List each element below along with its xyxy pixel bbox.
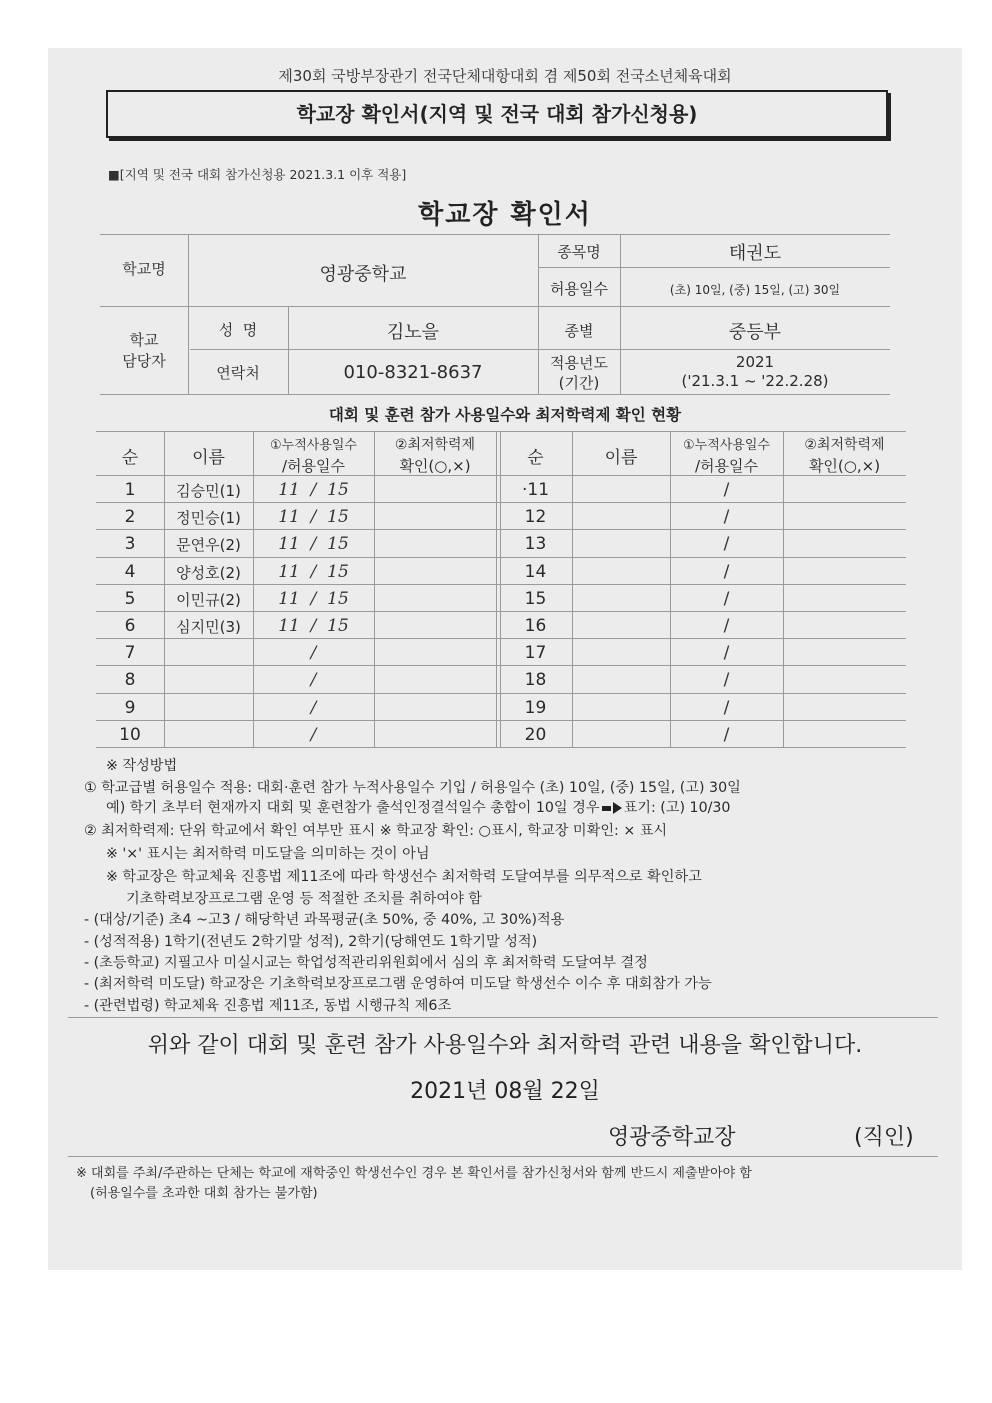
row-left-days: /	[310, 698, 317, 718]
signature-date: 2021년 08월 22일	[410, 1079, 600, 1104]
instruction-line-2	[106, 797, 730, 817]
header-days-left-1: ①누적사용일수	[269, 438, 357, 453]
header-days-left-2: /허용일수	[281, 457, 345, 475]
header-check-right-2: 확인(○,×)	[808, 457, 881, 475]
row-left-no: 5	[124, 589, 136, 609]
event-header: 제30회 국방부장관기 전국단체대항대회 겸 제50회 전국소년체육대회	[278, 67, 732, 85]
contact-label: 연락처	[216, 364, 260, 382]
row-left-no: 7	[124, 643, 136, 663]
row-left-days: /	[310, 643, 317, 663]
row-right-days: /	[723, 480, 730, 500]
application-note: ■[지역 및 전국 대회 참가신청용 2021.3.1 이후 적용]	[108, 167, 407, 182]
header-name-right: 이름	[604, 448, 638, 468]
instruction-line-8: - (성적적용) 1학기(전년도 2학기말 성적), 2학기(당해연도 1학기말 성적)	[84, 934, 538, 950]
row-left-days: 11 / 15	[278, 589, 349, 609]
row-left-name: 심지민(3)	[176, 618, 241, 636]
row-right-days: /	[723, 698, 730, 718]
row-left-days: 11 / 15	[278, 562, 349, 582]
row-left-no: 1	[124, 480, 136, 500]
row-right-no: 20	[524, 725, 547, 745]
instruction-line-7: - (대상/기준) 초4 ~고3 / 해당학년 과목평균(초 50%, 중 40%, 고 30%)적용	[84, 912, 565, 928]
row-right-no: 14	[524, 562, 547, 582]
row-right-no: ·11	[521, 480, 550, 500]
row-right-no: 19	[524, 698, 547, 718]
category-value: 중등부	[728, 322, 782, 343]
row-left-no: 6	[124, 616, 136, 636]
school-name-value: 영광중학교	[319, 264, 407, 285]
instruction-line-2-notation: 표기: (고) 10/30	[623, 800, 731, 816]
header-days-right-2: /허용일수	[694, 457, 758, 475]
year-value: 2021	[735, 353, 775, 371]
main-title: 학교장 확인서	[418, 200, 592, 230]
row-left-days: 11 / 15	[278, 616, 349, 636]
period-value: ('21.3.1 ~ '22.2.28)	[681, 372, 829, 390]
category-label: 종별	[564, 322, 594, 340]
row-left-days: /	[310, 670, 317, 690]
row-right-days: /	[723, 616, 730, 636]
header-days-right-1: ①누적사용일수	[682, 438, 770, 453]
footnote-line-1: ※ 대회를 주최/주관하는 단체는 학교에 재학중인 학생선수인 경우 본 확인서를 참가신청서와 함께 반드시 제출받아야 함	[76, 1166, 752, 1181]
event-value: 태권도	[728, 243, 782, 264]
row-right-no: 12	[524, 507, 547, 527]
document-sheet	[48, 48, 962, 1270]
instructions-divider	[68, 1017, 938, 1018]
row-right-no: 16	[524, 616, 547, 636]
row-left-no: 9	[124, 698, 136, 718]
school-name-label: 학교명	[122, 260, 166, 278]
row-left-name: 김승민(1)	[176, 482, 241, 500]
instruction-line-3: ② 최저학력제: 단위 학교에서 확인 여부만 표시 ※ 학교장 확인: ○표시, 학교장 미확인: × 표시	[84, 823, 668, 839]
header-check-left-1: ②최저학력제	[394, 437, 476, 453]
arrow-icon	[613, 802, 622, 814]
year-label-line2: (기간)	[558, 374, 600, 392]
staff-name-value: 김노을	[386, 322, 440, 343]
instruction-line-5: ※ 학교장은 학교체육 진흥법 제11조에 따라 학생선수 최저학력 도달여부를 의무적으로 확인하고	[106, 869, 702, 885]
row-right-no: 13	[524, 534, 547, 554]
footnote-line-2: (허용일수를 초과한 대회 참가는 불가함)	[90, 1186, 318, 1201]
row-left-no: 2	[124, 507, 136, 527]
instruction-line-1: ① 학교급별 허용일수 적용: 대회·훈련 참가 누적사용일수 기입 / 허용일수 (초) 10일, (중) 15일, (고) 30일	[84, 780, 741, 796]
row-left-name: 문연우(2)	[176, 536, 241, 554]
instruction-line-4: ※ '×' 표시는 최저학력 미도달을 의미하는 것이 아님	[106, 846, 430, 862]
row-left-no: 10	[119, 725, 141, 745]
allowed-days-label: 허용일수	[550, 280, 608, 298]
row-left-no: 4	[124, 562, 136, 582]
row-right-days: /	[723, 643, 730, 663]
footer-divider	[68, 1156, 938, 1157]
header-name-left: 이름	[192, 448, 225, 468]
row-left-no: 3	[124, 534, 136, 554]
header-no-right: 순	[527, 448, 544, 468]
row-right-days: /	[723, 562, 730, 582]
instructions-heading: ※ 작성방법	[106, 758, 178, 774]
row-left-days: 11 / 15	[278, 507, 349, 527]
row-right-days: /	[723, 507, 730, 527]
year-label-line1: 적용년도	[550, 354, 608, 372]
event-label: 종목명	[557, 243, 601, 261]
staff-label-line1: 학교	[129, 331, 159, 349]
row-right-no: 18	[524, 670, 547, 690]
instruction-line-11: - (관련법령) 학교체육 진흥법 제11조, 동법 시행규칙 제6조	[84, 998, 452, 1014]
row-left-name: 양성호(2)	[176, 564, 241, 582]
row-left-days: 11 / 15	[278, 480, 349, 500]
row-right-no: 15	[524, 589, 547, 609]
row-right-days: /	[723, 534, 730, 554]
document-title-box: 학교장 확인서(지역 및 전국 대회 참가신청용)	[106, 90, 888, 138]
row-right-days: /	[723, 725, 730, 745]
row-left-days: /	[310, 725, 317, 745]
staff-label-line2: 담당자	[122, 352, 166, 370]
instruction-line-2-text: 예) 학기 초부터 현재까지 대회 및 훈련참가 출석인정결석일수 총합이 10일 경우	[106, 800, 600, 816]
confirmation-statement: 위와 같이 대회 및 훈련 참가 사용일수와 최저학력 관련 내용을 확인합니다.	[147, 1033, 863, 1058]
allowed-days-value: (초) 10일, (중) 15일, (고) 30일	[669, 283, 841, 297]
row-left-no: 8	[124, 670, 136, 690]
contact-value: 010-8321-8637	[343, 362, 483, 383]
principal-name: 영광중학교장	[608, 1125, 736, 1150]
instruction-line-9: - (초등학교) 지필고사 미실시교는 학업성적관리위원회에서 심의 후 최저학력 도달여부 결정	[84, 955, 648, 971]
row-right-days: /	[723, 589, 730, 609]
row-right-days: /	[723, 670, 730, 690]
seal-mark: (직인)	[854, 1125, 914, 1150]
header-no-left: 순	[121, 448, 139, 468]
row-left-days: 11 / 15	[278, 534, 349, 554]
header-check-left-2: 확인(○,×)	[399, 457, 471, 475]
staff-name-label: 성 명	[218, 321, 258, 339]
row-left-name: 이민규(2)	[176, 591, 241, 609]
header-check-right-1: ②최저학력제	[804, 437, 885, 453]
instruction-line-6: 기초학력보장프로그램 운영 등 적절한 조치를 취하여야 함	[126, 891, 482, 907]
row-right-no: 17	[524, 643, 547, 663]
arrow-icon-bar	[602, 806, 611, 811]
instruction-line-10: - (최저학력 미도달) 학교장은 기초학력보장프로그램 운영하여 미도달 학생선수 이수 후 대회참가 가능	[84, 976, 712, 992]
row-left-name: 정민승(1)	[176, 509, 241, 527]
table-title: 대회 및 훈련 참가 사용일수와 최저학력제 확인 현황	[328, 406, 682, 424]
